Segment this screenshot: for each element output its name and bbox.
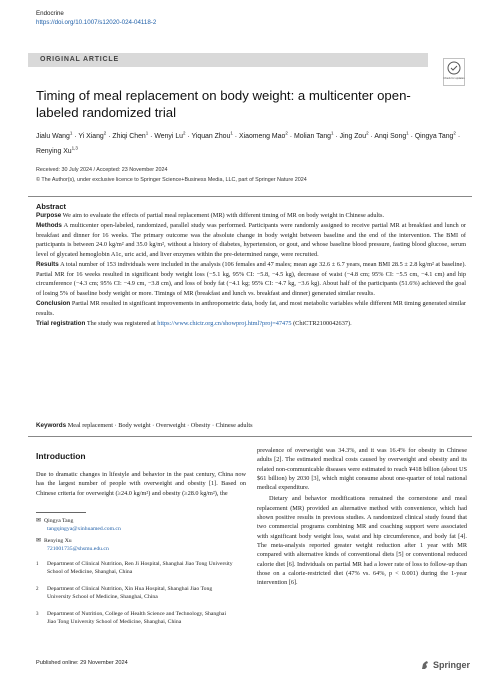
intro-left-column: Due to dramatic changes in lifestyle and behavior in the past century, China now has the largest number of people with overweight and obesity [1]. Based on Chinese criteria for overweight (≥24.0 kg/m²) and obesity (≥28.0 kg/m²), the [36, 471, 246, 497]
correspondence-email[interactable]: tangqingya@xinhuamed.com.cn [47, 525, 121, 532]
envelope-icon: ✉ [36, 518, 42, 524]
copyright-notice: © The Author(s), under exclusive licence to Springer Science+Business Media, LLC, part of Springer Nature 2024 [36, 177, 307, 183]
abstract-top-rule [28, 196, 472, 197]
abstract-results: Results A total number of 153 individuals were included in the analysis (106 females and 47 males; mean age 32.6 ± 6.7 years, mean BMI 28.5 ± 2.8 kg/m² at baseline). Partial MR for 16 weeks resulted in significant body weight loss (−5.1 kg, 95% CI: −5.8, −4.5 kg), decrease of waist (−4.8 cm; 95% CI: −5.5 cm, −4.1 cm) and hip circumference (−4.3 cm; 95% CI: −4.9 cm, −3.8 cm), and loss of body fat (−4.1 kg; 95% CI: −4.7 kg, −3.6 kg). About half of the participants (51.6%) achieved the goal of losing 5% of baseline body weight or more. Timings of MR (breakfast and lunch vs. breakfast and dinner) generated similar results. [36, 261, 466, 297]
author-name[interactable]: Jialu Wang$^1$ [36, 131, 73, 141]
author-affiliation-marker: 2 [453, 131, 456, 136]
author-affiliation-marker: 1 [230, 131, 233, 136]
author-affiliation-marker: 2 [183, 131, 186, 136]
author-name[interactable]: Molian Tang$^1$ [293, 131, 334, 141]
abstract-heading: Abstract [36, 202, 66, 211]
author-affiliation-marker: 2 [366, 131, 369, 136]
author-affiliation-marker: 2 [285, 131, 288, 136]
author-affiliation-marker: 1 [406, 131, 409, 136]
keywords-label: Keywords [36, 422, 67, 429]
envelope-icon: ✉ [36, 538, 42, 544]
correspondence-author: ✉ Qingya Tang tangqingya@xinhuamed.com.cn [36, 518, 121, 532]
author-name[interactable]: Zhiqi Chen$^1$ [112, 131, 149, 141]
author-name[interactable]: Xiaomeng Mao$^2$ [238, 131, 288, 141]
author-name[interactable]: Anqi Song$^1$ [374, 131, 409, 141]
intro-paragraph: prevalence of overweight was 34.3%, and it was 16.4% for obesity in Chinese adults [2]. The estimated medical costs caused by overweight and obesity and its related non-communicable diseases were estimated to reach ¥418 billion (about US $61 billion) by 2030 [3], which might consume about one-quarter of total national medical expenditure. [257, 447, 467, 492]
journal-name: Endocrine [36, 10, 64, 17]
correspondence-email[interactable]: 721001735@shsmu.edu.cn [47, 545, 109, 552]
intro-paragraph: Dietary and behavior modifications remained the cornerstone and meal replacement (MR) provided an alternative method with convenience, which had shown positive results in previous studies. A randomized clinical study found that two commercial programs combining MR and coaching support were associated with significant body weight loss, waist and hip circumference, and body fat [4]. The meta-analysis reported greater weight reduction after 1 year with MR compared with alternative kinds of conventional diets [5] or conventional reduced calorie diet [6]. Individuals on partial MR had a lower rate of loss to follow-up than those on a calorie-restricted diet (47% vs. 64%, p < 0.001) during the 1-year intervention [6]. [257, 495, 467, 587]
section-heading-introduction: Introduction [36, 451, 86, 461]
intro-right-column [257, 446, 467, 587]
article-type-banner: ORIGINAL ARTICLE [28, 53, 428, 67]
author-name[interactable]: Jing Zou$^2$ [339, 131, 369, 141]
publisher-logo [420, 660, 470, 670]
received-accepted-dates: Received: 30 July 2024 / Accepted: 23 November 2024 [36, 167, 168, 173]
article-title: Timing of meal replacement on body weight: a multicenter open-labeled randomized trial [36, 88, 411, 120]
author-name[interactable]: Renying Xu$^{1,3}$ [36, 145, 78, 156]
author-affiliation-marker: 1,3 [71, 145, 78, 151]
springer-horse-icon [420, 660, 430, 670]
abstract-methods: Methods A multicenter open-labeled, randomized, parallel study was performed. Participants were randomly assigned to receive partial MR at breakfast and lunch or breakfast and dinner for 16 weeks. The primary outcome was the absolute change in body weight between baseline and the end of the intervention. The BMI of participants is between 24.0 kg/m² and 35.0 kg/m², without a history of diabetes, hypertension, or gout, and whose baseline blood pressure, fasting blood glucose, serum level of glycated hemoglobin A1c, uric acid, and liver enzymes within the pre-determined range, were recruited. [36, 222, 466, 258]
doi-link[interactable]: https://doi.org/10.1007/s12020-024-04118-2 [36, 19, 157, 26]
abstract-conclusion: Conclusion Partial MR resulted in significant improvements in anthropometric data, body fat, and most metabolic variables while different MR timing generated similar results. [36, 300, 466, 317]
author-affiliation-marker: 1 [145, 131, 149, 136]
author-affiliation-marker: 1 [69, 131, 73, 136]
footnote-rule [36, 512, 86, 513]
publisher-name: Springer [433, 660, 471, 670]
author-affiliation-marker: 1 [331, 131, 334, 136]
author-name[interactable]: Yiquan Zhou$^1$ [191, 131, 233, 141]
author-name[interactable]: Wenyi Lu$^2$ [154, 131, 186, 141]
correspondence-author: ✉ Renying Xu 721001735@shsmu.edu.cn [36, 538, 109, 552]
abstract-trial-registration: Trial registration The study was registered at https://www.chictr.org.cn/showproj.html?proj=47475 (ChiCTR2100042637). [36, 319, 352, 327]
check-for-updates-icon[interactable] [443, 58, 465, 86]
author-list: Jialu Wang$^1$ · Yi Xiang$^2$ · Zhiqi Chen$^1$ · Wenyi $Lu^2$ · Yiquan Zhou$^1$ · Xiaomeng Mao$^2$ · Molian Tang$^1$ · Jing Zou$^2$ · Anqi Song$^1$ · Qingya Tang$^2$ · Renying Xu$^{1,3}$ [36, 131, 461, 156]
check-updates-text: Check for updates [443, 77, 465, 80]
author-name[interactable]: Qingya Tang$^2$ [414, 131, 456, 141]
affiliation: 1 Department of Clinical Nutrition, Ren Ji Hospital, Shanghai Jiao Tong University School of Medicine, Shanghai, China [36, 561, 233, 575]
trial-registry-link[interactable]: https://www.chictr.org.cn/showproj.html?proj=47475 [157, 319, 292, 327]
author-affiliation-marker: 2 [103, 131, 107, 136]
affiliation: 3 Department of Nutrition, College of Health Science and Technology, Shanghai Jiao Tong University School of Medicine, Shanghai, China [36, 611, 227, 625]
keywords-bottom-rule [28, 436, 472, 437]
author-name[interactable]: Yi Xiang$^2$ [78, 131, 107, 141]
abstract-purpose: Purpose We aim to evaluate the effects of partial meal replacement (MR) with different timing of MR on body weight in Chinese adults. [36, 212, 385, 219]
keywords [36, 422, 466, 429]
affiliation: 2 Department of Clinical Nutrition, Xin Hua Hospital, Shanghai Jiao Tong University School of Medicine, Shanghai, China [36, 586, 213, 600]
keywords-items: Meal replacement · Body weight · Overweight · Obesity · Chinese adults [67, 422, 253, 429]
abstract-body [36, 211, 466, 329]
published-online-date: Published online: 29 November 2024 [36, 660, 128, 666]
